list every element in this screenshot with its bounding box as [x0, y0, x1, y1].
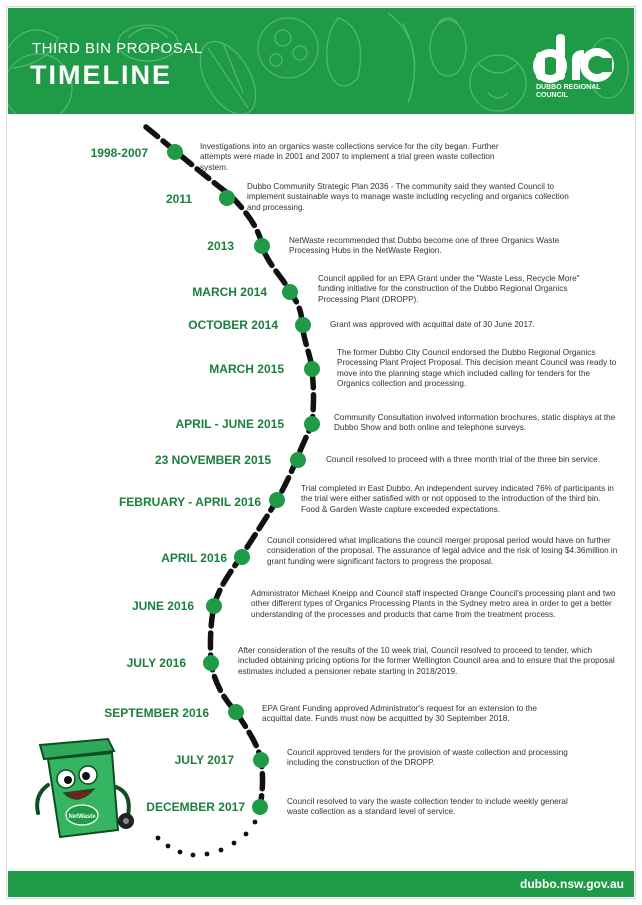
- timeline-date: SEPTEMBER 2016: [104, 706, 209, 720]
- timeline-dot: [206, 598, 222, 614]
- timeline-description: Community Consultation involved information brochures, static displays at the Dubbo Show and both online and telephone surveys.: [334, 413, 616, 433]
- timeline-date: JULY 2016: [126, 656, 186, 670]
- timeline-dot: [167, 144, 183, 160]
- page-title: TIMELINE: [30, 60, 172, 90]
- timeline-dot: [252, 799, 268, 815]
- timeline-description: The former Dubbo City Council endorsed the Dubbo Regional Organics Processing Plant Project Proposal. This decision meant Council was ready to move into the planning stage which included calling for tenders for the Organics collection and processing.: [337, 348, 617, 389]
- timeline-dot: [228, 704, 244, 720]
- timeline-date: APRIL 2016: [161, 551, 227, 565]
- timeline-description: Trial completed in East Dubbo. An independent survey indicated 76% of participants in the trial were either satisfied with or not opposed to the introduction of the third bin. Food & Garden Waste capture exceeded expectations.: [301, 484, 614, 514]
- timeline-date: JUNE 2016: [131, 599, 194, 613]
- timeline-dot: [254, 238, 270, 254]
- timeline-description: Administrator Michael Kneipp and Council staff inspected Orange Council's processing plant and two other different types of Organics Processing Plants in the Sydney metro area in order to get a better understanding of the processes and products that came from the treatment process.: [251, 589, 616, 619]
- timeline-description: Council applied for an EPA Grant under the "Waste Less, Recycle More" funding initiative for the construction of the Dubbo Regional Organics Processing Plant (DROPP).: [318, 274, 580, 304]
- timeline-description: Council approved tenders for the provision of waste collection and processing including the construction of the DROPP.: [287, 748, 568, 768]
- timeline-description: NetWaste recommended that Dubbo become one of three Organics Waste Processing Hubs in the NetWaste Region.: [289, 236, 560, 256]
- timeline-dot: [295, 317, 311, 333]
- timeline-description: Grant was approved with acquittal date of 30 June 2017.: [330, 320, 535, 329]
- timeline-dot: [253, 752, 269, 768]
- website-link[interactable]: dubbo.nsw.gov.au: [520, 877, 624, 891]
- timeline-date: MARCH 2015: [209, 362, 284, 376]
- council-name-line1: DUBBO REGIONAL: [536, 84, 601, 91]
- council-name-line2: COUNCIL: [536, 92, 568, 99]
- timeline-dot: [203, 655, 219, 671]
- timeline-dot: [219, 190, 235, 206]
- timeline-dot: [282, 284, 298, 300]
- timeline-description: Investigations into an organics waste collections service for the city began. Further attempts were made in 2001 and 2007 to implement a trial green waste collection system.: [200, 142, 499, 172]
- timeline-dot: [304, 361, 320, 377]
- timeline-dot: [269, 492, 285, 508]
- timeline-dot: [234, 549, 250, 565]
- timeline-date: 2013: [207, 239, 234, 253]
- timeline-description: Council resolved to proceed with a three month trial of the three bin service.: [326, 455, 600, 464]
- timeline-date: APRIL - JUNE 2015: [175, 417, 284, 431]
- timeline-date: JULY 2017: [174, 753, 234, 767]
- timeline-dot: [304, 416, 320, 432]
- timeline-date: OCTOBER 2014: [188, 318, 278, 332]
- timeline-description: Dubbo Community Strategic Plan 2036 - The community said they wanted Council to implement sustainable ways to manage waste including recycling and organics collection and processing.: [247, 182, 569, 212]
- timeline-date: 23 NOVEMBER 2015: [154, 453, 271, 467]
- timeline-description: EPA Grant Funding approved Administrator's request for an extension to the acquittal date. Funds must now be acquitted by 30 September 2018.: [262, 704, 537, 724]
- timeline-description: Council resolved to vary the waste collection tender to include weekly general waste collection as a standard level of service.: [287, 797, 568, 817]
- timeline-description: Council considered what implications the council merger proposal period would have on further consideration of the proposal. The assurance of legal advice and the risk of losing $4.36million in grant funding were significant factors to progress the proposal.: [267, 536, 618, 566]
- timeline-date: FEBRUARY - APRIL 2016: [118, 495, 261, 509]
- timeline-date: 2011: [165, 192, 192, 206]
- footer-bar: [8, 871, 634, 897]
- timeline-dot: [290, 452, 306, 468]
- timeline-date: MARCH 2014: [192, 285, 267, 299]
- timeline-description: After consideration of the results of the 10 week trial, Council resolved to proceed to tender, which included obtaining pricing options for the former Wellington Council area and to ensure that the proposal estimates included a pensioner rebate starting in 2018/2019.: [238, 646, 615, 676]
- svg-text:NetWaste: NetWaste: [68, 814, 96, 820]
- timeline-date: 1998-2007: [90, 146, 148, 160]
- timeline-date: DECEMBER 2017: [146, 800, 245, 814]
- page-kicker: THIRD BIN PROPOSAL: [32, 40, 203, 57]
- green-bin-mascot-icon: [30, 735, 150, 850]
